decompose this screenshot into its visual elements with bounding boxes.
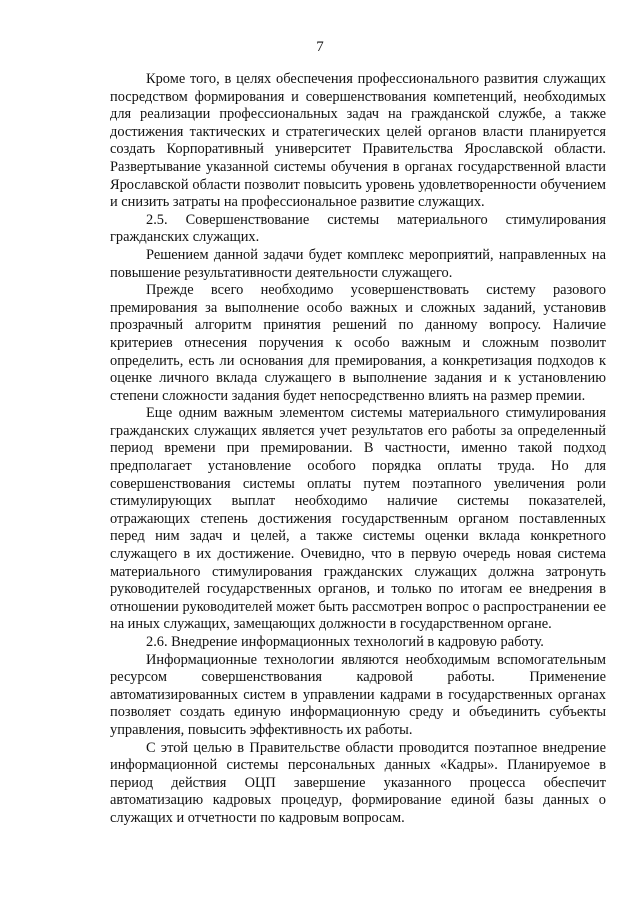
document-body — [110, 71, 606, 828]
section-heading-2-6: 2.6. Внедрение информационных технологий в кадровую работу. — [146, 634, 544, 650]
paragraph-task-solution: Решением данной задачи будет комплекс мероприятий, направленных на повышение результативности деятельности служащего. — [110, 246, 606, 281]
paragraph-corporate-university: Кроме того, в целях обеспечения профессионального развития служащих посредством формирования и совершенствования компетенций, необходимых для реализации профессиональных задач на гражданской службе, а также достижения тактических и стратегических целей органов власти планируется создать Корпоративный университет Правительства Ярославской области. Развертывание указанной системы обучения в органах государственной власти Ярославской области позволит повысить уровень удовлетворенности обучением и снизить затраты на профессиональное развитие служащих. — [110, 71, 606, 211]
page-number: 7 — [316, 39, 324, 55]
paragraph-information-technologies: Информационные технологии являются необходимым вспомогательным ресурсом совершенствования кадровой работы. Применение автоматизированных систем в управлении кадрами в государственных органах позволяет создать единую информационную среду и объединить субъекты управления, повысить эффективность их работы. — [110, 651, 606, 738]
paragraph-kadry-system: С этой целью в Правительстве области проводится поэтапное внедрение информационной системы персональных данных «Кадры». Планируемое в период действия ОЦП завершение указанного процесса обеспечит автоматизацию кадровых процедур, формирование единой базы данных о служащих и отчетности по кадровым вопросам. — [110, 739, 606, 826]
paragraph-bonus-system: Прежде всего необходимо усовершенствовать систему разового премирования за выполнение особо важных и сложных заданий, установив прозрачный алгоритм принятия решений по данному вопросу. Наличие критериев отнесения поручения к особо важным и сложным позволит определить, есть ли основания для премирования, а конкретизация подходов к оценке личного вклада служащего в выполнение задания и к установлению степени сложности задания будет непосредственно влиять на размер премии. — [110, 282, 606, 404]
section-heading-2-5: 2.5. Совершенствование системы материального стимулирования гражданских служащих. — [110, 211, 606, 246]
paragraph-performance-accounting: Еще одним важным элементом системы материального стимулирования гражданских служащих является учет результатов его работы за определенный период времени при премировании. В частности, именно такой подход предполагает установление особого порядка оплаты труда. Но для совершенствования системы оплаты путем поэтапного увеличения роли стимулирующих выплат необходимо наличие системы показателей, отражающих степень достижения государственным органом поставленных перед ним задач и целей, а также системы оценки вклада конкретного служащего в их достижение. Очевидно, что в первую очередь новая система материального стимулирования гражданских служащих должна затронуть руководителей государственных органов, и только по итогам ее внедрения в отношении руководителей может быть рассмотрен вопрос о распространении ее на иных служащих, замещающих должности в государственном органе. — [110, 405, 606, 633]
